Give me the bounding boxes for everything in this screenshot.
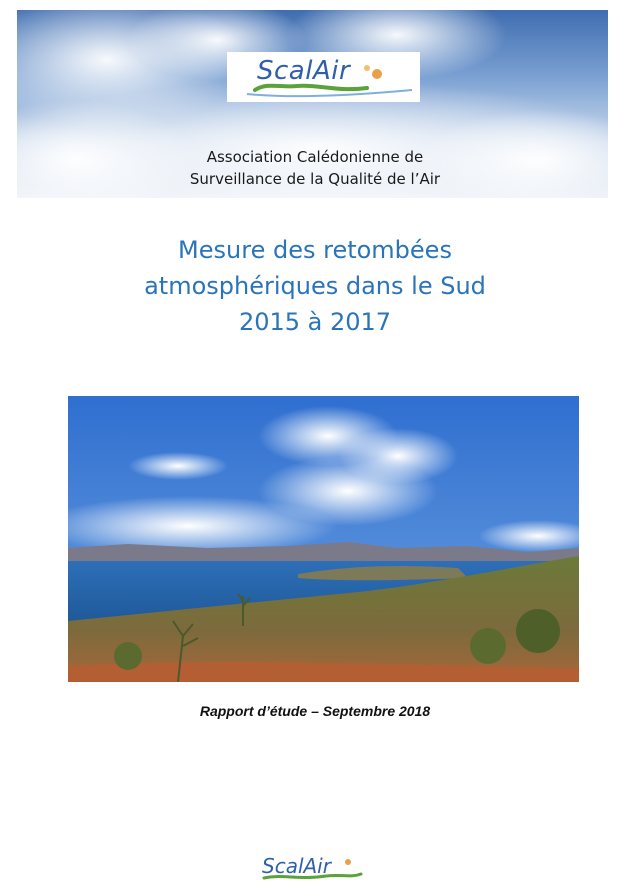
landscape-image <box>68 396 579 682</box>
association-line-1: Association Calédonienne de <box>206 148 424 166</box>
landscape-photo <box>68 396 579 682</box>
association-name <box>0 146 630 190</box>
title-line-2: atmosphériques dans le Sud <box>144 272 486 300</box>
report-title <box>0 232 630 340</box>
scalair-logo <box>227 52 420 102</box>
title-line-3: 2015 à 2017 <box>238 308 392 336</box>
logo-text: ScalAir <box>257 56 351 86</box>
footer-logo-text: ScalAir <box>262 854 331 878</box>
footer-logo <box>256 850 366 886</box>
association-line-2: Surveillance de la Qualité de l’Air <box>189 170 441 188</box>
title-line-1: Mesure des retombées <box>178 236 452 264</box>
report-caption: Rapport d’étude – Septembre 2018 <box>199 703 431 719</box>
